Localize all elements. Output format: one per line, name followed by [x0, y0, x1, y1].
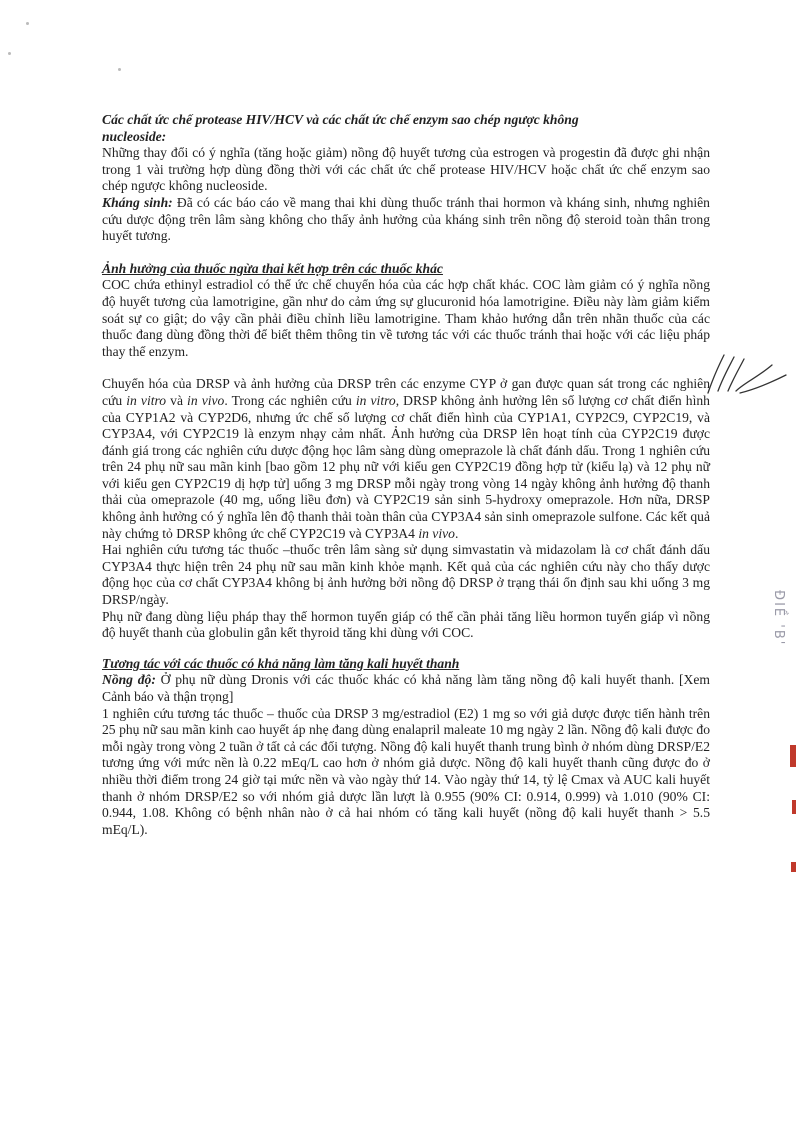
scan-speck: [26, 22, 29, 25]
paragraph-simvastatin: Hai nghiên cứu tương tác thuốc –thuốc trên lâm sàng sử dụng simvastatin và midazolam là cơ chất đánh dấu CYP3A4 thực hiện trên 24 phụ nữ sau mãn kinh khỏe mạnh. Kết quả của các nghiên cứu này cho thấy dược động học của cơ chất CYP3A4 không bị ảnh hưởng bởi nồng độ DRSP ở trạng thái ổn định sau khi uống 3 mg DRSP/ngày.: [102, 542, 710, 608]
lead-antibiotics: Kháng sinh:: [102, 194, 173, 210]
edge-mark: [791, 862, 796, 872]
lead-concentration: Nồng độ:: [102, 672, 156, 688]
scan-speck: [118, 68, 121, 71]
paragraph-potassium-level: Nồng độ: Ở phụ nữ dùng Dronis với các thuốc khác có khả năng làm tăng nồng độ kali huyết thanh. [Xem Cảnh báo và thận trọng]: [102, 672, 710, 704]
section-heading-coc-effects: Ảnh hưởng của thuốc ngừa thai kết hợp trên các thuốc khác: [102, 260, 443, 276]
paragraph-enalapril-study: 1 nghiên cứu tương tác thuốc – thuốc của DRSP 3 mg/estradiol (E2) 1 mg so với giả dược được tiến hành trên 25 phụ nữ sau mãn kinh cao huyết áp nhẹ đang dùng enalapril maleate 10 mg ngày 2 lần. Nồng độ kali được đo mỗi ngày trong vòng 2 tuần ở tất cả các đối tượng. Nồng độ kali huyết thanh trung bình ở nhóm dùng DRSP/E2 tương ứng với mức nền là 0.22 mEq/L cao hơn ở nhóm giả dược. Nồng độ kali huyết thanh cũng được đo ở nhiều thời điểm trong 24 giờ tại mức nền và vào ngày thứ 14. Vào ngày thứ 14, tỷ lệ Cmax và AUC kali huyết thanh ở nhóm DRSP/E2 so với nhóm giả dược lần lượt là 0.955 (90% CI: 0.914, 0.999) và 1.010 (90% CI: 0.944, 1.08. Không có bệnh nhân nào ở cả hai nhóm có tăng kali huyết (nồng độ kali huyết thanh > 5.5 mEq/L).: [102, 705, 710, 837]
margin-stamp: ĐIỀ 'B': [771, 590, 786, 647]
paragraph-thyroid: Phụ nữ đang dùng liệu pháp thay thế hormon tuyến giáp có thể cần phải tăng liều hormon tuyến giáp vì nồng độ huyết thanh của globulin gắn kết thyroid tăng khi dùng với COC.: [102, 608, 710, 641]
spacer: [102, 642, 710, 656]
paragraph-protease: Những thay đổi có ý nghĩa (tăng hoặc giảm) nồng độ huyết tương của estrogen và progestin đã được ghi nhận trong 1 vài trường hợp dùng đồng thời với các chất ức chế protease HIV/HCV hoặc chất ức chế enzym sao chép ngược không nucleoside.: [102, 145, 710, 194]
spacer: [102, 360, 710, 376]
spacer: [102, 245, 710, 261]
document-body: [102, 112, 710, 838]
paragraph-lamotrigine: COC chứa ethinyl estradiol có thể ức chế chuyển hóa của các hợp chất khác. COC làm giảm có ý nghĩa nồng độ huyết tương của lamotrigine, gần như do cảm ứng sự glucuronid hóa lamotrigine. Điều này làm giảm kiểm soát sự co giật; do vậy cần phải điều chỉnh liều lamotrigine. Tham khảo hướng dẫn trên nhãn thuốc của các thuốc đang dùng đồng thời để biết thêm thông tin về tương tác với các thuốc tránh thai hoặc với các liệu pháp thay thế enzym.: [102, 277, 710, 359]
section-heading-protease-cont: nucleoside:: [102, 128, 167, 144]
section-heading-potassium: Tương tác với các thuốc có khả năng làm tăng kali huyết thanh: [102, 655, 460, 671]
section-heading-protease: Các chất ức chế protease HIV/HCV và các chất ức chế enzym sao chép ngược không: [102, 112, 579, 127]
edge-mark: [792, 800, 796, 814]
edge-mark: [790, 745, 796, 767]
scan-speck: [8, 52, 11, 55]
handwritten-signature-icon: [700, 345, 790, 405]
paragraph-antibiotics: Kháng sinh: Đã có các báo cáo về mang thai khi dùng thuốc tránh thai hormon và kháng sinh, nhưng nghiên cứu dược động trên lâm sàng không cho thấy ảnh hưởng của kháng sinh trên nồng độ steroid toàn thân trong huyết tương.: [102, 194, 710, 244]
paragraph-drsp-cyp: Chuyển hóa của DRSP và ảnh hưởng của DRSP trên các enzyme CYP ở gan được quan sát trong các nghiên cứu in vitro và in vivo. Trong các nghiên cứu in vitro, DRSP không ảnh hưởng lên số lượng cơ chất điển hình của CYP1A2 và CYP2D6, nhưng ức chế số lượng cơ chất điển hình của CYP1A1, CYP2C9, CYP2C19, và CYP3A4, với CYP2C19 là enzym nhạy cảm nhất. Ảnh hưởng của DRSP lên hoạt tính của CYP2C19 được đánh giá trong các nghiên cứu dược động học lâm sàng dùng omeprazole là chất đánh dấu. Trong 1 nghiên cứu trên 24 phụ nữ sau mãn kinh [bao gồm 12 phụ nữ với kiểu gen CYP2C19 đồng hợp tử (kiểu lạ) và 12 phụ nữ với kiểu gen CYP2C19 dị hợp tử] uống 3 mg DRSP mỗi ngày trong vòng 14 ngày không ảnh hưởng độ thanh thải của omeprazole (40 mg, uống liều đơn) và CYP2C19 sản sinh 5-hydroxy omeprazole. Hơn nữa, DRSP không ảnh hưởng có ý nghĩa lên độ thanh thải toàn thân của CYP3A4 sản sinh omeprazole sulfone. Các kết quả này chứng tỏ DRSP không ức chế CYP2C19 và CYP3A4 in vivo.: [102, 376, 710, 541]
